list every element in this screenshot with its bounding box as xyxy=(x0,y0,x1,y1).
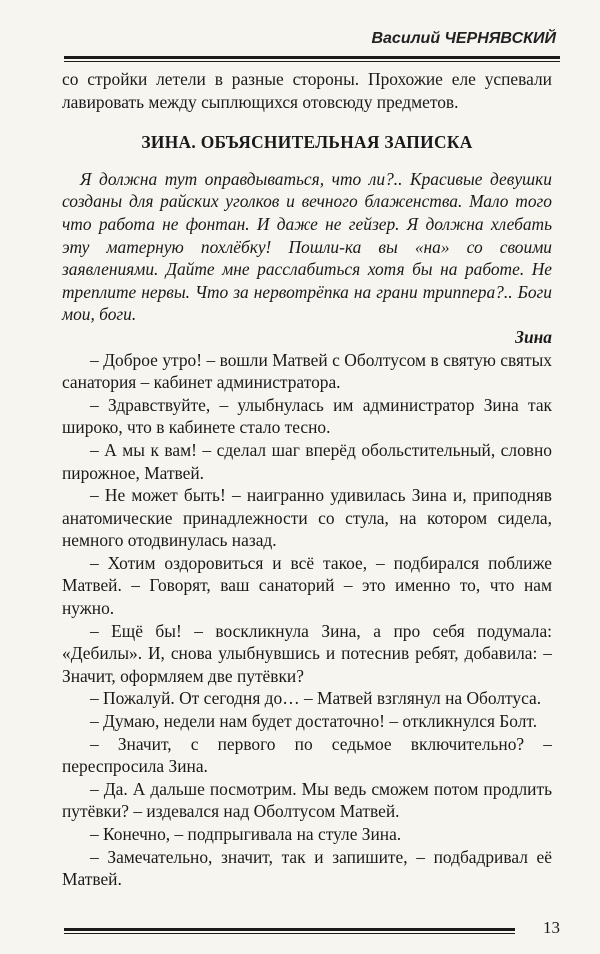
intro-paragraph: со стройки летели в разные стороны. Прохожие еле успевали лавировать между сыплющихся отовсюду предметов. xyxy=(62,69,552,112)
epigraph-signature: Зина xyxy=(515,326,552,347)
header-author: Василий ЧЕРНЯВСКИЙ xyxy=(371,30,556,47)
paragraph: – Хотим оздоровиться и всё такое, – подбирался поближе Матвей. – Говорят, ваш санаторий – это именно то, что нам нужно. xyxy=(62,552,552,619)
footer-rule-thin xyxy=(64,933,515,934)
paragraph: – А мы к вам! – сделал шаг вперёд обольстительный, словно пирожное, Матвей. xyxy=(62,439,552,483)
paragraph: – Конечно, – подпрыгивала на стуле Зина. xyxy=(90,824,402,844)
header-rule-thin xyxy=(64,61,560,62)
chapter-title: ЗИНА. ОБЪЯСНИТЕЛЬНАЯ ЗАПИСКА xyxy=(141,132,473,153)
paragraph: – Ещё бы! – воскликнула Зина, а про себя подумала: «Дебилы». И, снова улыбнувшись и потеснив ребят, добавила: – Значит, оформляем две путёвки? xyxy=(62,620,552,686)
paragraph: – Пожалуй. От сегодня до… – Матвей взглянул на Оболтуса. xyxy=(90,688,542,709)
paragraph: – Да. А дальше посмотрим. Мы ведь сможем потом продлить путёвки? – издевался над Оболтусом Матвей. xyxy=(62,778,552,822)
page-content xyxy=(62,68,552,891)
paragraph: – Не может быть! – наигранно удивилась Зина и, приподняв анатомические принадлежности со стула, на котором сидела, немного отодвинулась назад. xyxy=(62,485,552,551)
page-number: 13 xyxy=(543,918,560,937)
paragraph: – Значит, с первого по седьмое включительно? – переспросила Зина. xyxy=(62,733,552,777)
paragraph: – Доброе утро! – вошли Матвей с Оболтусом в святую святых санатория – кабинет администратора. xyxy=(62,349,552,393)
page-footer xyxy=(58,918,560,948)
paragraph: – Думаю, недели нам будет достаточно! – откликнулся Болт. xyxy=(90,711,538,732)
footer-rule xyxy=(64,928,515,931)
paragraph: – Здравствуйте, – улыбнулась им администратор Зина так широко, что в кабинете стало тесно. xyxy=(62,394,552,438)
header-rule xyxy=(64,56,560,59)
epigraph: Я должна тут оправдываться, что ли?.. Красивые девушки созданы для райских уголков и вечного блаженства. Мало того что работа не фонтан. И даже не гейзер. Я должна хлебать эту матерную похлёбку! Пошли-ка вы «на» со своими заявлениями. Дайте мне расслабиться хотя бы на работе. Не треплите нервы. Что за нервотрёпка на грани триппера?.. Боги мои, боги. xyxy=(62,168,552,325)
running-header xyxy=(58,24,560,64)
paragraph: – Замечательно, значит, так и запишите, – подбадривал её Матвей. xyxy=(62,846,552,890)
